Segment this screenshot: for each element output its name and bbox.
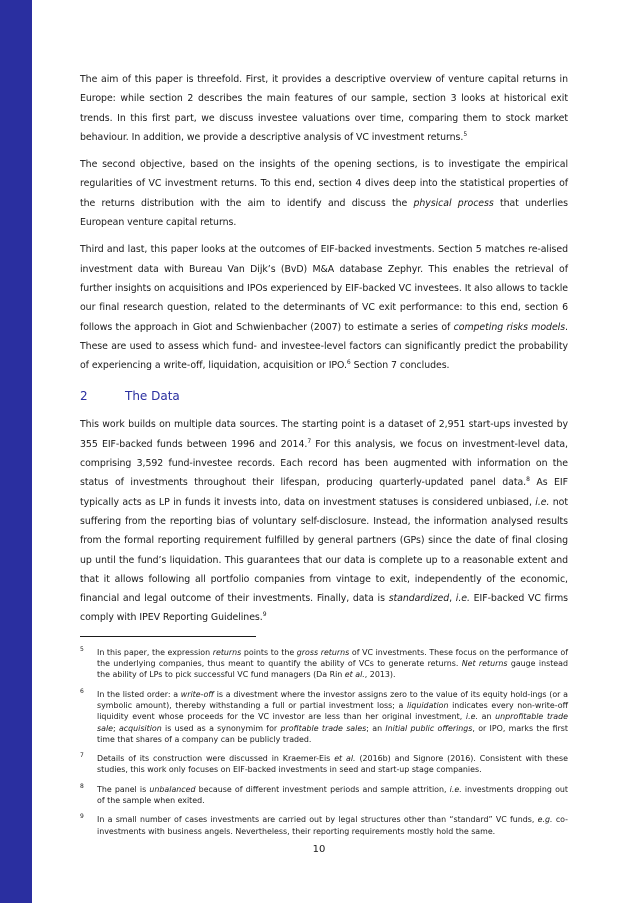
paragraph-third-objective: Third and last, this paper looks at the outcomes of EIF-backed investments. Section 5 matches re-alised investment data with Bureau Van Dijk’s (BvD) M&A database Zephyr. This enables the retrieval of further insights on acquisitions and IPOs experienced by EIF-backed VC investees. It also allows to tackle our final research question, related to the determinants of VC exit performance: to this end, section 6 follows the approach in Giot and Schwienbacher (2007) to estimate a series of competing risks models. These are used to assess which fund- and investee-level factors can significantly predict the probability of experiencing a write-off, liquidation, acquisition or IPO.$^6$ Section 7 concludes. bbox=[80, 244, 568, 372]
paragraph-aims: The aim of this paper is threefold. First, it provides a descriptive overview of venture capital returns in Europe: while section 2 describes the main features of our sample, section 3 looks at historical exit trends. In this first part, we discuss investee valuations over time, comparing them to stock market behaviour. In addition, we provide a descriptive analysis of VC investment returns.$^5$ bbox=[80, 74, 568, 143]
page-number: 10 bbox=[312, 844, 326, 855]
footnote-ref-5[interactable]: 5 bbox=[463, 130, 468, 138]
footnote-ref-8[interactable]: 8 bbox=[526, 476, 530, 484]
left-color-band bbox=[0, 0, 32, 903]
paragraph-data-sources: This work builds on multiple data sources. The starting point is a dataset of 2,951 start-ups invested by 355 EIF-backed funds between 1996 and 2014.$^7$ For this analysis, we focus on investment-level data, comprising 3,592 fund-investee records. Each record has been augmented with information on the status of investments throughout their lifespan, producing quarterly-updated panel data.$^8$ As EIF typically acts as LP in funds it invests into, data on investment statuses is considered unbiased, i.e. not suffering from the reporting bias of voluntary self-disclosure. Instead, the information analysed results from the formal reporting requirement fulfilled by general partners (GPs) since the date of final closing up until the fund’s liquidation. This guarantees that our data is complete up to a reasonable extent and that it allows following all portfolio companies from vintage to exit, independently of the economic, financial and legal outcome of their investments. Finally, data is standardized, i.e. EIF-backed VC firms comply with IPEV Reporting Guidelines.$^9$ bbox=[80, 419, 568, 624]
page-content bbox=[80, 70, 568, 845]
paragraph-second-objective: The second objective, based on the insights of the opening sections, is to investigate the empirical regularities of VC investment returns. To this end, section 4 dives deep into the statistical properties of the returns distribution with the aim to identify and discuss the physical process that underlies European venture capital returns. bbox=[80, 159, 568, 229]
footnote-divider bbox=[80, 636, 256, 637]
footnote-7: 7 Details of its construction were discussed in Kraemer-Eis et al. (2016b) and Signore (2016). Consistent with these studies, this work only focuses on EIF-backed investments in seed and start-up stage companies. bbox=[80, 752, 568, 775]
footnote-6: 6 In the listed order: a write-off is a divestment where the investor assigns zero to the value of its equity hold-ings (or a symbolic amount), thereby withstanding a full or partial investment loss; a liquidation indicates every non-write-off liquidity event whose proceeds for the VC investor are less than her original investment, i.e. an unprofitable trade sale; acquisition is used as a synonymim for profitable trade sales; an Initial public offerings, or IPO, marks the first time that shares of a company can be publicly traded. bbox=[80, 687, 569, 744]
footnote-ref-6[interactable]: 6 bbox=[346, 359, 351, 367]
footnote-9: 9 In a small number of cases investments are carried out by legal structures other than “standard” VC funds, e.g. co-investments with business angels. Nevertheless, their reporting requirements mostly hold the same. bbox=[80, 813, 568, 836]
section-number: 2 bbox=[80, 389, 88, 404]
section-heading bbox=[80, 389, 568, 403]
footnote-5: 5 In this paper, the expression returns points to the gross returns of VC investments. These focus on the performance of the underlying companies, thus meant to quantify the ability of VCs to generate returns. Net returns gauge instead the ability of LPs to pick successful VC fund managers (Da Rin et al., 2013). bbox=[80, 645, 568, 680]
footnote-8: 8 The panel is unbalanced because of different investment periods and sample attrition, i.e. investments dropping out of the sample when exited. bbox=[80, 782, 568, 805]
footnote-ref-7[interactable]: 7 bbox=[307, 437, 312, 445]
section-title: The Data bbox=[125, 389, 180, 404]
footnote-ref-9[interactable]: 9 bbox=[262, 611, 267, 619]
